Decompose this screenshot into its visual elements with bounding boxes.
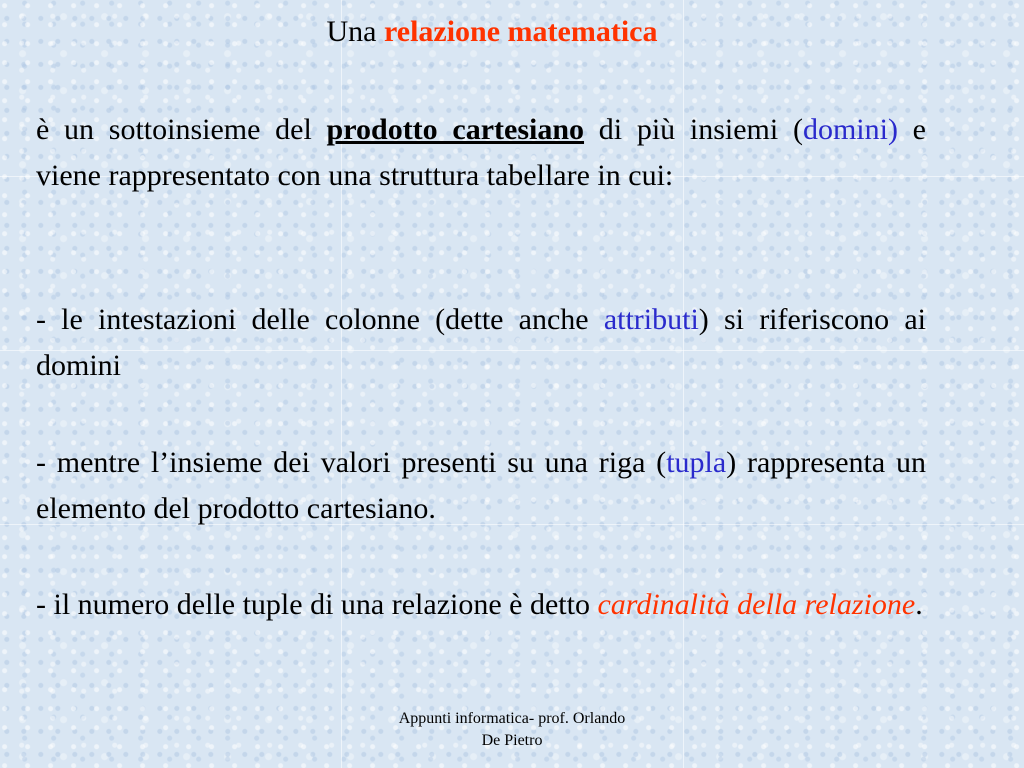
term-cardinalita: cardinalità della relazione xyxy=(597,588,916,621)
paragraph-attributi-text: ) si riferiscono ai domini xyxy=(36,303,926,382)
paragraph-cardinalita-text: - il numero delle tuple di una relazione è detto xyxy=(36,588,598,621)
term-tupla: tupla xyxy=(666,446,727,479)
paragraph-tupla-text: - mentre l’insieme dei valori presenti su una riga ( xyxy=(36,446,667,479)
paragraph-cardinalita xyxy=(36,582,926,628)
term-prodotto-cartesiano: prodotto cartesiano xyxy=(326,113,585,146)
paragraph-tupla xyxy=(36,440,926,532)
paragraph-attributi-text: - le intestazioni delle colonne (dette anche xyxy=(36,303,604,336)
term-domini: domini) xyxy=(802,113,898,146)
slide-title xyxy=(0,14,1024,50)
title-highlight: relazione matematica xyxy=(383,15,658,48)
paragraph-cardinalita-text: . xyxy=(915,588,923,621)
paragraph-tupla-text: ) rappresenta un elemento del prodotto cartesiano. xyxy=(36,446,926,525)
footer-line: Appunti informatica- prof. Orlando xyxy=(398,710,626,727)
paragraph-definition-text: e viene rappresentato con una struttura tabellare in cui: xyxy=(36,113,926,192)
footer-line: De Pietro xyxy=(481,732,543,749)
paragraph-attributi xyxy=(36,297,926,389)
term-attributi: attributi xyxy=(603,303,699,336)
paragraph-definition xyxy=(36,107,926,199)
title-prefix: Una xyxy=(326,15,384,48)
paragraph-definition-text: è un sottoinsieme del xyxy=(36,113,327,146)
slide-footer xyxy=(362,708,662,752)
paragraph-definition-text: di più insiemi ( xyxy=(584,113,803,146)
